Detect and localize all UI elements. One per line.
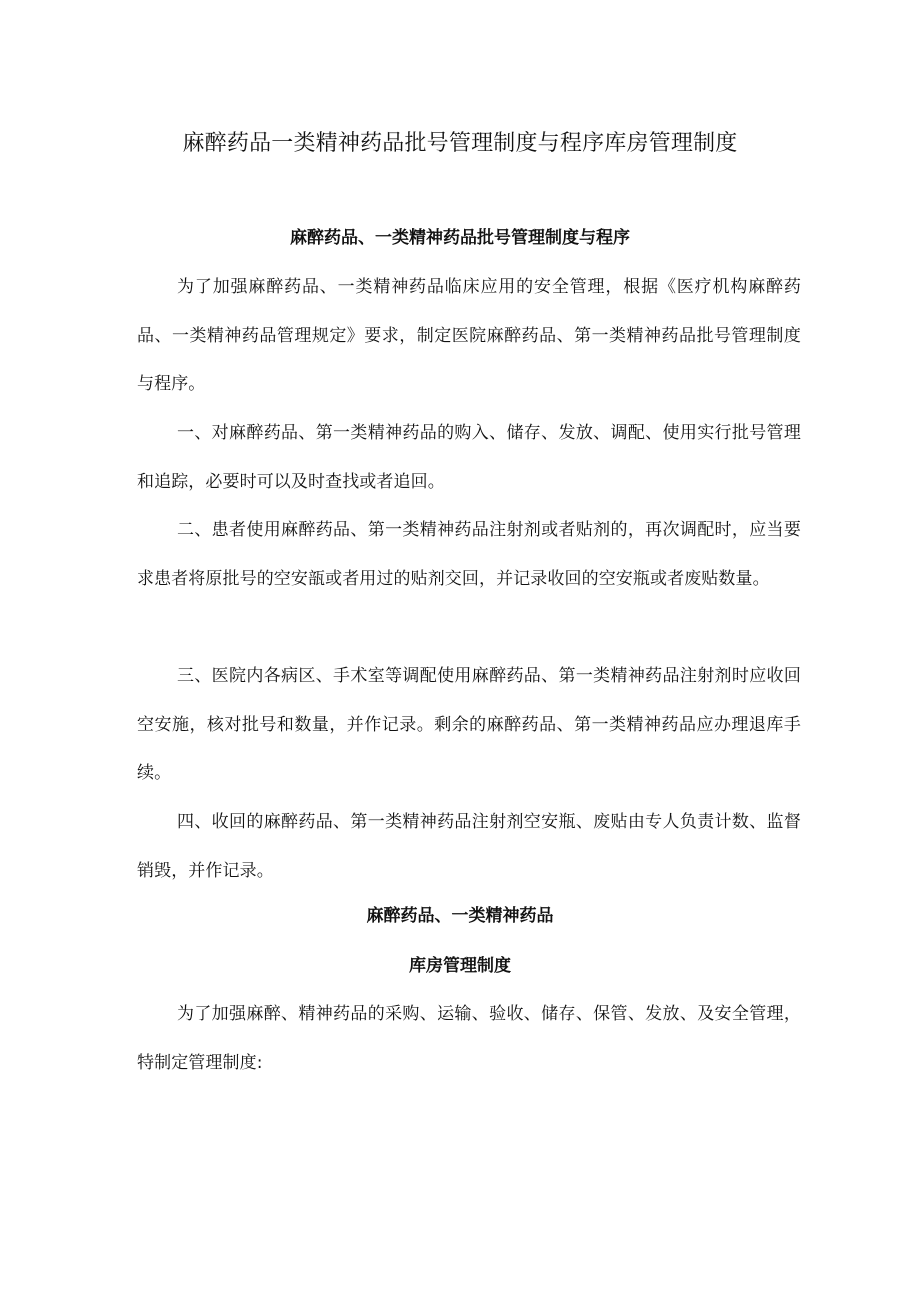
paragraph-item-3: 三、医院内各病区、手术室等调配使用麻醉药品、第一类精神药品注射剂时应收回空安施，核对批号和数量，并作记录。剩余的麻醉药品、第一类精神药品应办理退库手续。	[137, 666, 801, 784]
section-heading-storage-line2: 库房管理制度	[409, 956, 511, 976]
document-title: 麻醉药品一类精神药品批号管理制度与程序库房管理制度	[182, 131, 738, 156]
paragraph-item-1: 一、对麻醉药品、第一类精神药品的购入、储存、发放、调配、使用实行批号管理和追踪，必要时可以及时查找或者追回。	[137, 423, 801, 492]
paragraph-intro: 为了加强麻醉药品、一类精神药品临床应用的安全管理，根据《医疗机构麻醉药品、一类精神药品管理规定》要求，制定医院麻醉药品、第一类精神药品批号管理制度与程序。	[137, 277, 801, 395]
section-heading-storage-line1: 麻醉药品、一类精神药品	[366, 906, 554, 926]
paragraph-item-4: 四、收回的麻醉药品、第一类精神药品注射剂空安瓶、废贴由专人负责计数、监督销毁，并作记录。	[137, 812, 801, 881]
section-heading-batch-management: 麻醉药品、一类精神药品批号管理制度与程序	[290, 228, 630, 248]
paragraph-storage-intro: 为了加强麻醉、精神药品的采购、运输、验收、储存、保管、发放、及安全管理，特制定管理制度:	[137, 1004, 801, 1073]
paragraph-item-2: 二、患者使用麻醉药品、第一类精神药品注射剂或者贴剂的，再次调配时，应当要求患者将原批号的空安瓿或者用过的贴剂交回，并记录收回的空安瓶或者废贴数量。	[137, 520, 801, 589]
